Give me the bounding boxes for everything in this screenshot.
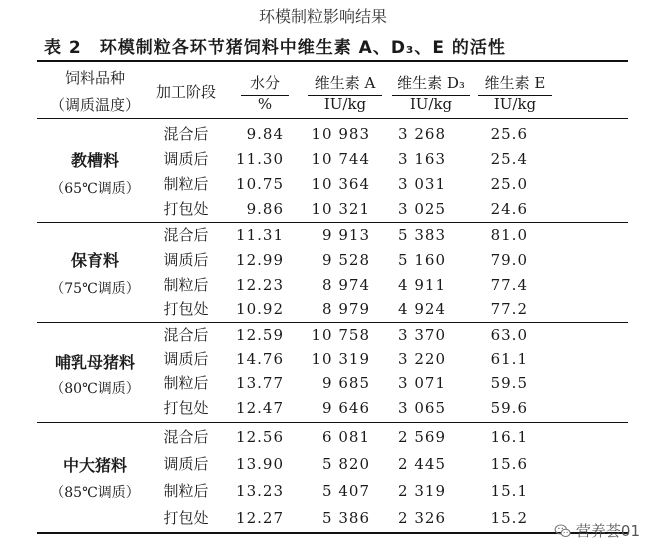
moisture-value: 9.86 bbox=[246, 200, 284, 218]
bottom-rule bbox=[37, 532, 628, 534]
moisture-value: 12.99 bbox=[236, 251, 284, 269]
vitamin-d3-value: 3 071 bbox=[398, 374, 446, 392]
header-rule bbox=[37, 118, 628, 119]
vitamin-e-value: 15.2 bbox=[490, 509, 528, 527]
vitamin-e-value: 59.5 bbox=[490, 374, 528, 392]
header-stage: 加工阶段 bbox=[155, 83, 216, 101]
vitamin-d3-value: 4 924 bbox=[398, 300, 446, 318]
moisture-value: 12.27 bbox=[236, 509, 284, 527]
stage-label: 调质后 bbox=[163, 455, 209, 473]
feed-name: 中大猪料 bbox=[62, 456, 127, 475]
vitamin-a-value: 9 913 bbox=[322, 226, 370, 244]
moisture-value: 11.30 bbox=[236, 150, 284, 168]
vitamin-d3-value: 3 268 bbox=[398, 125, 446, 143]
moisture-value: 14.76 bbox=[236, 350, 284, 368]
vitamin-d3-value: 5 383 bbox=[398, 226, 446, 244]
group-divider bbox=[37, 422, 628, 423]
moisture-value: 13.77 bbox=[236, 374, 284, 392]
vitamin-a-value: 5 820 bbox=[322, 455, 370, 473]
stage-label: 混合后 bbox=[163, 125, 209, 143]
vitamin-d3-value: 2 445 bbox=[398, 455, 446, 473]
conditioning-temp: （75℃调质） bbox=[50, 281, 140, 297]
header-moisture: 水分 bbox=[249, 74, 280, 92]
stage-label: 打包处 bbox=[163, 300, 209, 318]
page-title: 环模制粒影响结果 bbox=[258, 7, 387, 26]
vitamin-a-value: 10 758 bbox=[311, 326, 370, 344]
vitamin-e-value: 77.4 bbox=[490, 276, 528, 294]
stage-label: 制粒后 bbox=[163, 482, 209, 500]
vitamin-e-value: 15.1 bbox=[490, 482, 528, 500]
vitamin-a-value: 6 081 bbox=[322, 428, 370, 446]
vitamin-e-value: 77.2 bbox=[490, 300, 528, 318]
vitamin-e-value: 15.6 bbox=[490, 455, 528, 473]
stage-label: 调质后 bbox=[163, 251, 209, 269]
vitamin-d3-value: 2 319 bbox=[398, 482, 446, 500]
vitamin-a-value: 10 744 bbox=[311, 150, 370, 168]
feed-name: 哺乳母猪料 bbox=[54, 353, 135, 372]
header-vitamin-e: 维生素 E bbox=[484, 74, 546, 92]
vitamin-a-value: 10 983 bbox=[311, 125, 370, 143]
stage-label: 打包处 bbox=[163, 399, 209, 417]
header-temp: （调质温度） bbox=[49, 96, 140, 114]
header-vitamin-d3-unit: IU/kg bbox=[409, 95, 453, 113]
vitamin-d3-value: 3 370 bbox=[398, 326, 446, 344]
feed-name: 保育料 bbox=[70, 251, 119, 270]
vitamin-d3-value: 3 025 bbox=[398, 200, 446, 218]
watermark-text: 营养荟01 bbox=[575, 522, 640, 540]
group-divider bbox=[37, 222, 628, 223]
stage-label: 制粒后 bbox=[163, 175, 209, 193]
stage-label: 制粒后 bbox=[163, 276, 209, 294]
table-caption bbox=[44, 33, 506, 58]
vitamin-a-value: 9 646 bbox=[322, 399, 370, 417]
stage-label: 调质后 bbox=[163, 350, 209, 368]
moisture-value: 9.84 bbox=[246, 125, 284, 143]
header-feed: 饲料品种 bbox=[64, 69, 125, 87]
vitamin-d3-value: 2 569 bbox=[398, 428, 446, 446]
vitamin-e-value: 59.6 bbox=[490, 399, 528, 417]
vitamin-a-value: 8 974 bbox=[322, 276, 370, 294]
vitamin-e-value: 79.0 bbox=[490, 251, 528, 269]
vitamin-a-value: 9 685 bbox=[322, 374, 370, 392]
vitamin-d3-value: 3 065 bbox=[398, 399, 446, 417]
vitamin-a-value: 5 407 bbox=[322, 482, 370, 500]
moisture-value: 12.47 bbox=[236, 399, 284, 417]
vitamin-e-value: 81.0 bbox=[490, 226, 528, 244]
vitamin-d3-value: 3 163 bbox=[398, 150, 446, 168]
conditioning-temp: （80℃调质） bbox=[50, 381, 140, 397]
moisture-value: 12.23 bbox=[236, 276, 284, 294]
moisture-value: 13.23 bbox=[236, 482, 284, 500]
moisture-value: 10.92 bbox=[236, 300, 284, 318]
vitamin-e-value: 61.1 bbox=[490, 350, 528, 368]
stage-label: 打包处 bbox=[163, 200, 209, 218]
vitamin-a-value: 10 319 bbox=[311, 350, 370, 368]
stage-label: 混合后 bbox=[163, 326, 209, 344]
watermark bbox=[554, 520, 640, 541]
moisture-value: 12.56 bbox=[236, 428, 284, 446]
top-rule bbox=[37, 60, 628, 62]
header-vitamin-a: 维生素 A bbox=[314, 74, 376, 92]
vitamin-a-value: 5 386 bbox=[322, 509, 370, 527]
moisture-value: 13.90 bbox=[236, 455, 284, 473]
moisture-value: 10.75 bbox=[236, 175, 284, 193]
table-title: 环模制粒各环节猪饲料中维生素 A、D₃、E 的活性 bbox=[99, 38, 506, 58]
table-number: 表 2 bbox=[44, 38, 82, 58]
group-divider bbox=[37, 322, 628, 323]
vitamin-d3-value: 3 220 bbox=[398, 350, 446, 368]
moisture-value: 11.31 bbox=[236, 226, 284, 244]
stage-label: 混合后 bbox=[163, 226, 209, 244]
vitamin-a-value: 10 321 bbox=[311, 200, 370, 218]
stage-label: 打包处 bbox=[163, 509, 209, 527]
header-vitamin-a-unit: IU/kg bbox=[323, 95, 367, 113]
conditioning-temp: （65℃调质） bbox=[50, 181, 140, 197]
header-moisture-unit: % bbox=[257, 95, 273, 113]
vitamin-a-value: 10 364 bbox=[311, 175, 370, 193]
header-vitamin-d3: 维生素 D₃ bbox=[397, 74, 465, 92]
vitamin-d3-value: 3 031 bbox=[398, 175, 446, 193]
vitamin-e-value: 25.0 bbox=[490, 175, 528, 193]
vitamin-a-value: 9 528 bbox=[322, 251, 370, 269]
vitamin-e-value: 25.4 bbox=[490, 150, 528, 168]
header-vitamin-e-unit: IU/kg bbox=[493, 95, 537, 113]
wechat-icon bbox=[554, 522, 572, 540]
vitamin-e-value: 16.1 bbox=[490, 428, 528, 446]
vitamin-d3-value: 5 160 bbox=[398, 251, 446, 269]
stage-label: 调质后 bbox=[163, 150, 209, 168]
conditioning-temp: （85℃调质） bbox=[50, 485, 140, 501]
vitamin-d3-value: 4 911 bbox=[398, 276, 446, 294]
feed-name: 教槽料 bbox=[70, 151, 119, 170]
vitamin-e-value: 63.0 bbox=[490, 326, 528, 344]
vitamin-a-value: 8 979 bbox=[322, 300, 370, 318]
vitamin-e-value: 25.6 bbox=[490, 125, 528, 143]
stage-label: 混合后 bbox=[163, 428, 209, 446]
vitamin-e-value: 24.6 bbox=[490, 200, 528, 218]
moisture-value: 12.59 bbox=[236, 326, 284, 344]
vitamin-d3-value: 2 326 bbox=[398, 509, 446, 527]
stage-label: 制粒后 bbox=[163, 374, 209, 392]
